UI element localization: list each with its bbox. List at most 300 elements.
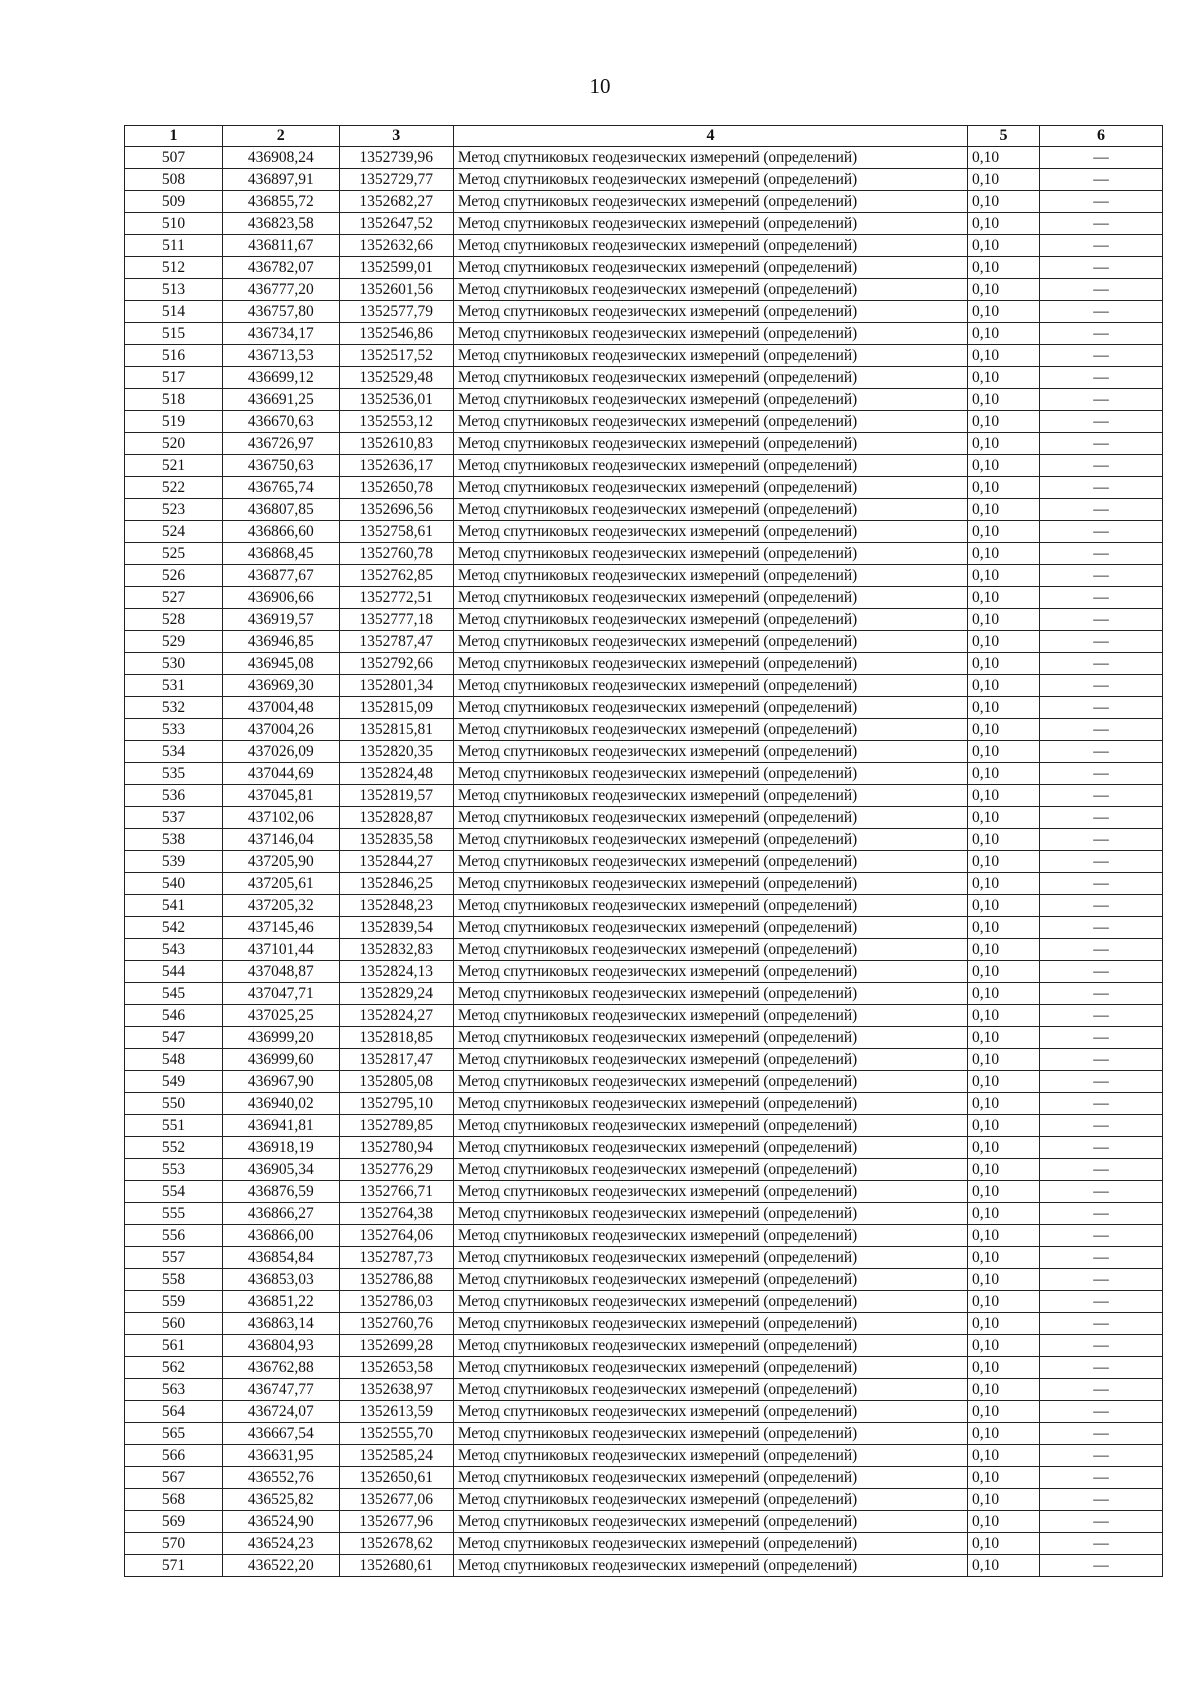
coordinate-y-cell: 1352844,27	[339, 851, 453, 873]
coordinate-y-cell: 1352653,58	[339, 1357, 453, 1379]
precision-cell: 0,10	[968, 807, 1040, 829]
point-number-cell: 567	[125, 1467, 223, 1489]
method-cell: Метод спутниковых геодезических измерений (определений)	[453, 1181, 967, 1203]
coordinate-x-cell: 437101,44	[223, 939, 340, 961]
precision-cell: 0,10	[968, 499, 1040, 521]
method-cell: Метод спутниковых геодезических измерений (определений)	[453, 917, 967, 939]
precision-cell: 0,10	[968, 895, 1040, 917]
coordinate-x-cell: 436866,27	[223, 1203, 340, 1225]
note-cell: —	[1039, 785, 1162, 807]
note-cell: —	[1039, 1423, 1162, 1445]
coordinate-y-cell: 1352792,66	[339, 653, 453, 675]
coordinate-y-cell: 1352760,76	[339, 1313, 453, 1335]
table-row	[125, 1291, 1163, 1313]
coordinate-y-cell: 1352682,27	[339, 191, 453, 213]
precision-cell: 0,10	[968, 741, 1040, 763]
table-row	[125, 653, 1163, 675]
coordinate-y-cell: 1352846,25	[339, 873, 453, 895]
coordinate-y-cell: 1352678,62	[339, 1533, 453, 1555]
coordinate-y-cell: 1352739,96	[339, 147, 453, 169]
table-row	[125, 829, 1163, 851]
point-number-cell: 545	[125, 983, 223, 1005]
coordinate-y-cell: 1352760,78	[339, 543, 453, 565]
precision-cell: 0,10	[968, 1533, 1040, 1555]
coordinate-x-cell: 437146,04	[223, 829, 340, 851]
precision-cell: 0,10	[968, 1511, 1040, 1533]
coordinate-y-cell: 1352650,78	[339, 477, 453, 499]
coordinate-y-cell: 1352555,70	[339, 1423, 453, 1445]
point-number-cell: 511	[125, 235, 223, 257]
coordinate-y-cell: 1352546,86	[339, 323, 453, 345]
precision-cell: 0,10	[968, 455, 1040, 477]
precision-cell: 0,10	[968, 433, 1040, 455]
note-cell: —	[1039, 1357, 1162, 1379]
coordinate-x-cell: 437045,81	[223, 785, 340, 807]
point-number-cell: 536	[125, 785, 223, 807]
point-number-cell: 519	[125, 411, 223, 433]
precision-cell: 0,10	[968, 1181, 1040, 1203]
note-cell: —	[1039, 1291, 1162, 1313]
precision-cell: 0,10	[968, 477, 1040, 499]
note-cell: —	[1039, 169, 1162, 191]
precision-cell: 0,10	[968, 983, 1040, 1005]
method-cell: Метод спутниковых геодезических измерений (определений)	[453, 675, 967, 697]
precision-cell: 0,10	[968, 1445, 1040, 1467]
coordinate-x-cell: 436855,72	[223, 191, 340, 213]
coordinate-x-cell: 437205,90	[223, 851, 340, 873]
table-row	[125, 323, 1163, 345]
coordinate-x-cell: 436851,22	[223, 1291, 340, 1313]
table-row	[125, 1225, 1163, 1247]
coordinate-x-cell: 436897,91	[223, 169, 340, 191]
column-header-4: 4	[453, 126, 967, 147]
coordinate-y-cell: 1352696,56	[339, 499, 453, 521]
method-cell: Метод спутниковых геодезических измерений (определений)	[453, 323, 967, 345]
coordinate-y-cell: 1352848,23	[339, 895, 453, 917]
method-cell: Метод спутниковых геодезических измерений (определений)	[453, 829, 967, 851]
coordinate-x-cell: 436853,03	[223, 1269, 340, 1291]
coordinate-x-cell: 436782,07	[223, 257, 340, 279]
method-cell: Метод спутниковых геодезических измерений (определений)	[453, 983, 967, 1005]
note-cell: —	[1039, 455, 1162, 477]
note-cell: —	[1039, 1115, 1162, 1137]
precision-cell: 0,10	[968, 1203, 1040, 1225]
coordinate-x-cell: 436713,53	[223, 345, 340, 367]
point-number-cell: 559	[125, 1291, 223, 1313]
coordinate-y-cell: 1352610,83	[339, 433, 453, 455]
method-cell: Метод спутниковых геодезических измерений (определений)	[453, 1379, 967, 1401]
table-row	[125, 1049, 1163, 1071]
coordinate-y-cell: 1352599,01	[339, 257, 453, 279]
table-row	[125, 1027, 1163, 1049]
note-cell: —	[1039, 367, 1162, 389]
table-row	[125, 1159, 1163, 1181]
coordinate-x-cell: 436905,34	[223, 1159, 340, 1181]
method-cell: Метод спутниковых геодезических измерений (определений)	[453, 367, 967, 389]
point-number-cell: 521	[125, 455, 223, 477]
table-row	[125, 191, 1163, 213]
note-cell: —	[1039, 323, 1162, 345]
table-row	[125, 763, 1163, 785]
note-cell: —	[1039, 279, 1162, 301]
coordinate-y-cell: 1352536,01	[339, 389, 453, 411]
table-row	[125, 433, 1163, 455]
point-number-cell: 532	[125, 697, 223, 719]
table-row	[125, 477, 1163, 499]
precision-cell: 0,10	[968, 1159, 1040, 1181]
point-number-cell: 507	[125, 147, 223, 169]
precision-cell: 0,10	[968, 1137, 1040, 1159]
note-cell: —	[1039, 1533, 1162, 1555]
precision-cell: 0,10	[968, 1115, 1040, 1137]
point-number-cell: 525	[125, 543, 223, 565]
point-number-cell: 516	[125, 345, 223, 367]
point-number-cell: 549	[125, 1071, 223, 1093]
coordinate-y-cell: 1352636,17	[339, 455, 453, 477]
table-header-row	[125, 126, 1163, 147]
table-row	[125, 213, 1163, 235]
method-cell: Метод спутниковых геодезических измерений (определений)	[453, 191, 967, 213]
point-number-cell: 517	[125, 367, 223, 389]
coordinate-x-cell: 436919,57	[223, 609, 340, 631]
table-row	[125, 1467, 1163, 1489]
table-row	[125, 235, 1163, 257]
coordinate-y-cell: 1352729,77	[339, 169, 453, 191]
method-cell: Метод спутниковых геодезических измерений (определений)	[453, 433, 967, 455]
note-cell: —	[1039, 1027, 1162, 1049]
point-number-cell: 544	[125, 961, 223, 983]
note-cell: —	[1039, 477, 1162, 499]
note-cell: —	[1039, 1071, 1162, 1093]
table-row	[125, 1423, 1163, 1445]
point-number-cell: 543	[125, 939, 223, 961]
precision-cell: 0,10	[968, 521, 1040, 543]
note-cell: —	[1039, 983, 1162, 1005]
coordinate-x-cell: 437102,06	[223, 807, 340, 829]
coordinate-y-cell: 1352680,61	[339, 1555, 453, 1577]
precision-cell: 0,10	[968, 1027, 1040, 1049]
point-number-cell: 528	[125, 609, 223, 631]
coordinate-x-cell: 436691,25	[223, 389, 340, 411]
note-cell: —	[1039, 1225, 1162, 1247]
note-cell: —	[1039, 1005, 1162, 1027]
method-cell: Метод спутниковых геодезических измерений (определений)	[453, 1071, 967, 1093]
table-row	[125, 873, 1163, 895]
method-cell: Метод спутниковых геодезических измерений (определений)	[453, 279, 967, 301]
note-cell: —	[1039, 631, 1162, 653]
note-cell: —	[1039, 1181, 1162, 1203]
method-cell: Метод спутниковых геодезических измерений (определений)	[453, 1269, 967, 1291]
precision-cell: 0,10	[968, 543, 1040, 565]
coordinate-x-cell: 436765,74	[223, 477, 340, 499]
method-cell: Метод спутниковых геодезических измерений (определений)	[453, 1555, 967, 1577]
coordinate-x-cell: 436823,58	[223, 213, 340, 235]
coordinate-x-cell: 436876,59	[223, 1181, 340, 1203]
method-cell: Метод спутниковых геодезических измерений (определений)	[453, 411, 967, 433]
note-cell: —	[1039, 147, 1162, 169]
coordinate-x-cell: 437205,32	[223, 895, 340, 917]
point-number-cell: 546	[125, 1005, 223, 1027]
method-cell: Метод спутниковых геодезических измерений (определений)	[453, 1533, 967, 1555]
note-cell: —	[1039, 917, 1162, 939]
method-cell: Метод спутниковых геодезических измерений (определений)	[453, 873, 967, 895]
note-cell: —	[1039, 345, 1162, 367]
table-row	[125, 1511, 1163, 1533]
table-row	[125, 411, 1163, 433]
coordinate-x-cell: 437048,87	[223, 961, 340, 983]
point-number-cell: 537	[125, 807, 223, 829]
precision-cell: 0,10	[968, 389, 1040, 411]
precision-cell: 0,10	[968, 323, 1040, 345]
coordinate-x-cell: 436524,90	[223, 1511, 340, 1533]
point-number-cell: 541	[125, 895, 223, 917]
precision-cell: 0,10	[968, 411, 1040, 433]
note-cell: —	[1039, 1555, 1162, 1577]
note-cell: —	[1039, 433, 1162, 455]
coordinate-x-cell: 436854,84	[223, 1247, 340, 1269]
precision-cell: 0,10	[968, 279, 1040, 301]
note-cell: —	[1039, 521, 1162, 543]
point-number-cell: 552	[125, 1137, 223, 1159]
point-number-cell: 508	[125, 169, 223, 191]
table-row	[125, 719, 1163, 741]
coordinate-x-cell: 436804,93	[223, 1335, 340, 1357]
coordinate-y-cell: 1352758,61	[339, 521, 453, 543]
table-row	[125, 147, 1163, 169]
note-cell: —	[1039, 675, 1162, 697]
coordinate-y-cell: 1352815,09	[339, 697, 453, 719]
table-row	[125, 1445, 1163, 1467]
coordinate-x-cell: 436999,60	[223, 1049, 340, 1071]
table-row	[125, 1203, 1163, 1225]
note-cell: —	[1039, 939, 1162, 961]
table-row	[125, 939, 1163, 961]
method-cell: Метод спутниковых геодезических измерений (определений)	[453, 235, 967, 257]
point-number-cell: 515	[125, 323, 223, 345]
point-number-cell: 570	[125, 1533, 223, 1555]
table-row	[125, 169, 1163, 191]
point-number-cell: 531	[125, 675, 223, 697]
precision-cell: 0,10	[968, 301, 1040, 323]
point-number-cell: 520	[125, 433, 223, 455]
note-cell: —	[1039, 1269, 1162, 1291]
point-number-cell: 542	[125, 917, 223, 939]
point-number-cell: 553	[125, 1159, 223, 1181]
coordinate-y-cell: 1352795,10	[339, 1093, 453, 1115]
coordinate-y-cell: 1352638,97	[339, 1379, 453, 1401]
point-number-cell: 562	[125, 1357, 223, 1379]
coordinate-x-cell: 436734,17	[223, 323, 340, 345]
table-row	[125, 807, 1163, 829]
method-cell: Метод спутниковых геодезических измерений (определений)	[453, 741, 967, 763]
note-cell: —	[1039, 257, 1162, 279]
column-header-2: 2	[223, 126, 340, 147]
precision-cell: 0,10	[968, 785, 1040, 807]
note-cell: —	[1039, 587, 1162, 609]
precision-cell: 0,10	[968, 147, 1040, 169]
point-number-cell: 568	[125, 1489, 223, 1511]
coordinate-x-cell: 436863,14	[223, 1313, 340, 1335]
point-number-cell: 555	[125, 1203, 223, 1225]
table-row	[125, 587, 1163, 609]
method-cell: Метод спутниковых геодезических измерений (определений)	[453, 1445, 967, 1467]
point-number-cell: 513	[125, 279, 223, 301]
coordinate-y-cell: 1352787,73	[339, 1247, 453, 1269]
method-cell: Метод спутниковых геодезических измерений (определений)	[453, 1137, 967, 1159]
note-cell: —	[1039, 213, 1162, 235]
note-cell: —	[1039, 301, 1162, 323]
table-row	[125, 455, 1163, 477]
method-cell: Метод спутниковых геодезических измерений (определений)	[453, 169, 967, 191]
precision-cell: 0,10	[968, 1247, 1040, 1269]
coordinate-y-cell: 1352780,94	[339, 1137, 453, 1159]
point-number-cell: 566	[125, 1445, 223, 1467]
method-cell: Метод спутниковых геодезических измерений (определений)	[453, 1335, 967, 1357]
coordinate-x-cell: 436967,90	[223, 1071, 340, 1093]
table-row	[125, 1115, 1163, 1137]
method-cell: Метод спутниковых геодезических измерений (определений)	[453, 257, 967, 279]
precision-cell: 0,10	[968, 1225, 1040, 1247]
precision-cell: 0,10	[968, 851, 1040, 873]
coordinate-y-cell: 1352824,48	[339, 763, 453, 785]
coordinate-x-cell: 436946,85	[223, 631, 340, 653]
point-number-cell: 557	[125, 1247, 223, 1269]
note-cell: —	[1039, 1247, 1162, 1269]
coordinate-y-cell: 1352764,38	[339, 1203, 453, 1225]
table-row	[125, 741, 1163, 763]
note-cell: —	[1039, 411, 1162, 433]
coordinate-x-cell: 436877,67	[223, 565, 340, 587]
table-row	[125, 1313, 1163, 1335]
table-row	[125, 1489, 1163, 1511]
precision-cell: 0,10	[968, 653, 1040, 675]
method-cell: Метод спутниковых геодезических измерений (определений)	[453, 807, 967, 829]
precision-cell: 0,10	[968, 1049, 1040, 1071]
point-number-cell: 561	[125, 1335, 223, 1357]
note-cell: —	[1039, 1445, 1162, 1467]
column-header-3: 3	[339, 126, 453, 147]
point-number-cell: 563	[125, 1379, 223, 1401]
coordinate-x-cell: 436524,23	[223, 1533, 340, 1555]
table-body	[125, 147, 1163, 1577]
coordinates-table	[124, 125, 1163, 1577]
coordinate-x-cell: 436941,81	[223, 1115, 340, 1137]
precision-cell: 0,10	[968, 235, 1040, 257]
coordinate-y-cell: 1352585,24	[339, 1445, 453, 1467]
point-number-cell: 534	[125, 741, 223, 763]
precision-cell: 0,10	[968, 917, 1040, 939]
table-row	[125, 1093, 1163, 1115]
coordinate-x-cell: 436747,77	[223, 1379, 340, 1401]
coordinate-x-cell: 437145,46	[223, 917, 340, 939]
coordinate-y-cell: 1352815,81	[339, 719, 453, 741]
coordinate-x-cell: 436807,85	[223, 499, 340, 521]
point-number-cell: 569	[125, 1511, 223, 1533]
coordinate-y-cell: 1352817,47	[339, 1049, 453, 1071]
precision-cell: 0,10	[968, 763, 1040, 785]
table-row	[125, 345, 1163, 367]
note-cell: —	[1039, 1489, 1162, 1511]
coordinate-y-cell: 1352818,85	[339, 1027, 453, 1049]
coordinate-y-cell: 1352789,85	[339, 1115, 453, 1137]
note-cell: —	[1039, 961, 1162, 983]
method-cell: Метод спутниковых геодезических измерений (определений)	[453, 1027, 967, 1049]
coordinate-y-cell: 1352632,66	[339, 235, 453, 257]
precision-cell: 0,10	[968, 1093, 1040, 1115]
note-cell: —	[1039, 1313, 1162, 1335]
method-cell: Метод спутниковых геодезических измерений (определений)	[453, 1115, 967, 1137]
method-cell: Метод спутниковых геодезических измерений (определений)	[453, 609, 967, 631]
point-number-cell: 548	[125, 1049, 223, 1071]
precision-cell: 0,10	[968, 719, 1040, 741]
coordinate-x-cell: 436631,95	[223, 1445, 340, 1467]
method-cell: Метод спутниковых геодезических измерений (определений)	[453, 1247, 967, 1269]
point-number-cell: 524	[125, 521, 223, 543]
coordinate-y-cell: 1352829,24	[339, 983, 453, 1005]
table-row	[125, 983, 1163, 1005]
note-cell: —	[1039, 1093, 1162, 1115]
table-row	[125, 1269, 1163, 1291]
method-cell: Метод спутниковых геодезических измерений (определений)	[453, 213, 967, 235]
note-cell: —	[1039, 1137, 1162, 1159]
coordinate-y-cell: 1352699,28	[339, 1335, 453, 1357]
coordinate-y-cell: 1352613,59	[339, 1401, 453, 1423]
table-row	[125, 1401, 1163, 1423]
point-number-cell: 510	[125, 213, 223, 235]
method-cell: Метод спутниковых геодезических измерений (определений)	[453, 1313, 967, 1335]
point-number-cell: 530	[125, 653, 223, 675]
coordinate-x-cell: 436945,08	[223, 653, 340, 675]
method-cell: Метод спутниковых геодезических измерений (определений)	[453, 851, 967, 873]
coordinate-x-cell: 436777,20	[223, 279, 340, 301]
note-cell: —	[1039, 1049, 1162, 1071]
point-number-cell: 526	[125, 565, 223, 587]
method-cell: Метод спутниковых геодезических измерений (определений)	[453, 1291, 967, 1313]
note-cell: —	[1039, 653, 1162, 675]
table-row	[125, 1533, 1163, 1555]
table-row	[125, 389, 1163, 411]
method-cell: Метод спутниковых геодезических измерений (определений)	[453, 587, 967, 609]
precision-cell: 0,10	[968, 213, 1040, 235]
note-cell: —	[1039, 1467, 1162, 1489]
point-number-cell: 527	[125, 587, 223, 609]
precision-cell: 0,10	[968, 631, 1040, 653]
point-number-cell: 522	[125, 477, 223, 499]
method-cell: Метод спутниковых геодезических измерений (определений)	[453, 389, 967, 411]
coordinate-x-cell: 436969,30	[223, 675, 340, 697]
precision-cell: 0,10	[968, 1291, 1040, 1313]
note-cell: —	[1039, 389, 1162, 411]
coordinate-x-cell: 436999,20	[223, 1027, 340, 1049]
coordinate-y-cell: 1352839,54	[339, 917, 453, 939]
coordinate-x-cell: 436940,02	[223, 1093, 340, 1115]
precision-cell: 0,10	[968, 1401, 1040, 1423]
precision-cell: 0,10	[968, 1313, 1040, 1335]
point-number-cell: 514	[125, 301, 223, 323]
method-cell: Метод спутниковых геодезических измерений (определений)	[453, 1203, 967, 1225]
method-cell: Метод спутниковых геодезических измерений (определений)	[453, 961, 967, 983]
method-cell: Метод спутниковых геодезических измерений (определений)	[453, 499, 967, 521]
precision-cell: 0,10	[968, 345, 1040, 367]
precision-cell: 0,10	[968, 367, 1040, 389]
table-row	[125, 851, 1163, 873]
point-number-cell: 533	[125, 719, 223, 741]
precision-cell: 0,10	[968, 829, 1040, 851]
precision-cell: 0,10	[968, 587, 1040, 609]
table-row	[125, 1005, 1163, 1027]
coordinate-y-cell: 1352677,06	[339, 1489, 453, 1511]
point-number-cell: 523	[125, 499, 223, 521]
